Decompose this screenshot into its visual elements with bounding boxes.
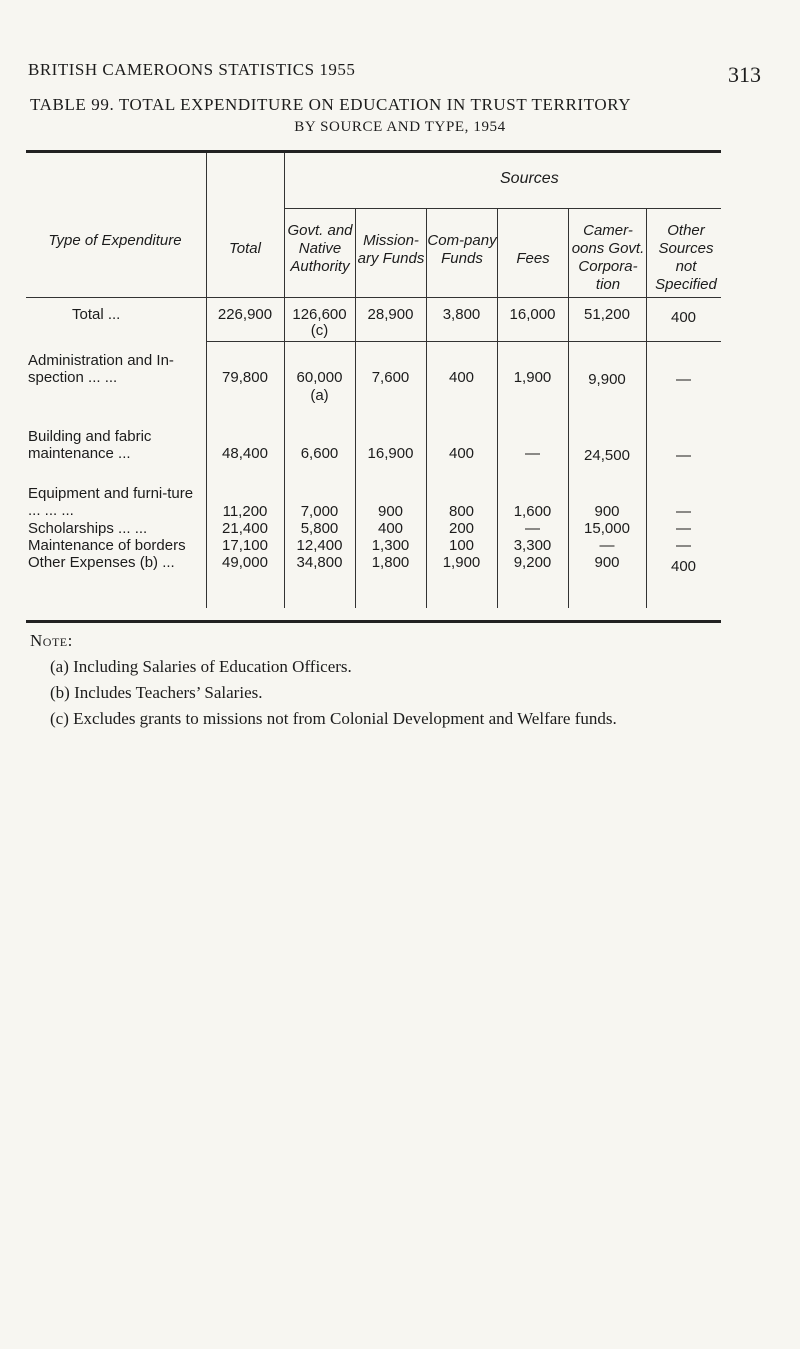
cell-other: 400 [670,558,697,575]
cell-govt: 126,600 [292,306,347,323]
cell-company: 1,900 [442,554,481,571]
page-number: 313 [728,62,761,87]
cell-mission: 1,800 [371,554,410,571]
cell-mission: 400 [377,520,404,537]
cell-govt: 5,800 [300,520,339,537]
header-cameroons-corporation: Camer-oons Govt. Corpora-tion [571,222,645,293]
cell-other: — [676,520,691,537]
cell-total: 21,400 [222,520,268,537]
cell-total: 11,200 [222,503,268,520]
sources-rule [284,208,721,209]
notes-section [30,628,617,732]
cell-cameroons: — [599,537,615,554]
cell-company: 400 [448,445,475,462]
cell-mission: 7,600 [371,369,410,386]
cell-cameroons: 9,900 [588,371,626,388]
sources-heading: Sources [500,170,559,187]
note-c: (c) Excludes grants to missions not from Colonial Development and Welfare funds. [50,709,617,728]
header-company: Com-pany Funds [427,232,497,267]
cell-mission: 16,900 [367,445,414,462]
cell-total: 48,400 [222,445,268,462]
cell-company: 3,800 [442,306,481,323]
table-title-line-1: TABLE 99. TOTAL EXPENDITURE ON EDUCATION IN TRUST TERRITORY [30,95,632,114]
running-title: BRITISH CAMEROONS STATISTICS 1955 [28,60,356,79]
cell-fees: 3,300 [513,537,552,554]
cell-govt: 60,000 [296,369,343,386]
cell-company: 800 [448,503,475,520]
row-label-administration: Administration and In-spection ... ... [28,352,174,386]
cell-other: — [676,537,691,554]
header-total: Total [229,240,261,257]
cell-fees: 1,900 [513,369,552,386]
cell-fees: — [525,520,540,537]
header-fees: Fees [516,250,550,267]
cell-other: — [676,371,691,388]
note-b: (b) Includes Teachers’ Salaries. [50,683,263,702]
row-label-other-expenses: Other Expenses (b) ... [28,554,175,571]
header-govt: Govt. and Native Authority [287,222,353,275]
cell-fees: 9,200 [513,554,552,571]
cell-total: 49,000 [222,554,268,571]
cell-govt: 12,400 [296,537,343,554]
header-mission: Mission-ary Funds [357,232,425,267]
total-row-rule [206,341,721,342]
cell-company: 400 [448,369,475,386]
notes-label: Note: [30,631,73,650]
cell-fees: 1,600 [513,503,552,520]
header-other-sources: Other Sources not Specified [655,222,717,293]
row-label-total: Total ... [72,306,121,323]
cell-total: 17,100 [222,537,268,554]
cell-mission: 28,900 [367,306,414,323]
cell-cameroons: 51,200 [584,306,630,323]
row-label-borders: Maintenance of borders [28,537,186,554]
table-title-line-2: BY SOURCE AND TYPE, 1954 [294,119,506,135]
cell-fees: — [525,445,540,462]
cell-mission: 900 [377,503,404,520]
cell-mission: 1,300 [371,537,410,554]
row-label-equipment: Equipment and furni-ture ... ... ... [28,485,194,519]
cell-company: 200 [448,520,475,537]
cell-cameroons: 900 [594,554,620,571]
cell-govt-note: (a) [310,387,329,404]
note-a: (a) Including Salaries of Education Officers. [50,657,352,676]
cell-govt-note: (c) [310,322,329,339]
cell-other: — [676,503,691,520]
header-type-of-expenditure: Type of Expenditure [48,232,182,249]
cell-cameroons: 24,500 [584,447,630,464]
cell-other: 400 [670,309,697,326]
cell-other: — [676,447,691,464]
table-top-rule [26,150,721,153]
row-label-scholarships: Scholarships ... ... [28,520,148,537]
cell-govt: 7,000 [300,503,339,520]
cell-cameroons: 15,000 [584,520,630,537]
row-label-building: Building and fabric maintenance ... [28,428,152,462]
cell-govt: 6,600 [300,445,339,462]
header-bottom-rule [26,297,721,298]
cell-cameroons: 900 [594,503,620,520]
cell-company: 100 [448,537,475,554]
table-bottom-rule [26,620,721,623]
cell-total: 226,900 [217,306,273,323]
cell-fees: 16,000 [509,306,556,323]
cell-govt: 34,800 [296,554,343,571]
cell-total: 79,800 [222,369,268,386]
